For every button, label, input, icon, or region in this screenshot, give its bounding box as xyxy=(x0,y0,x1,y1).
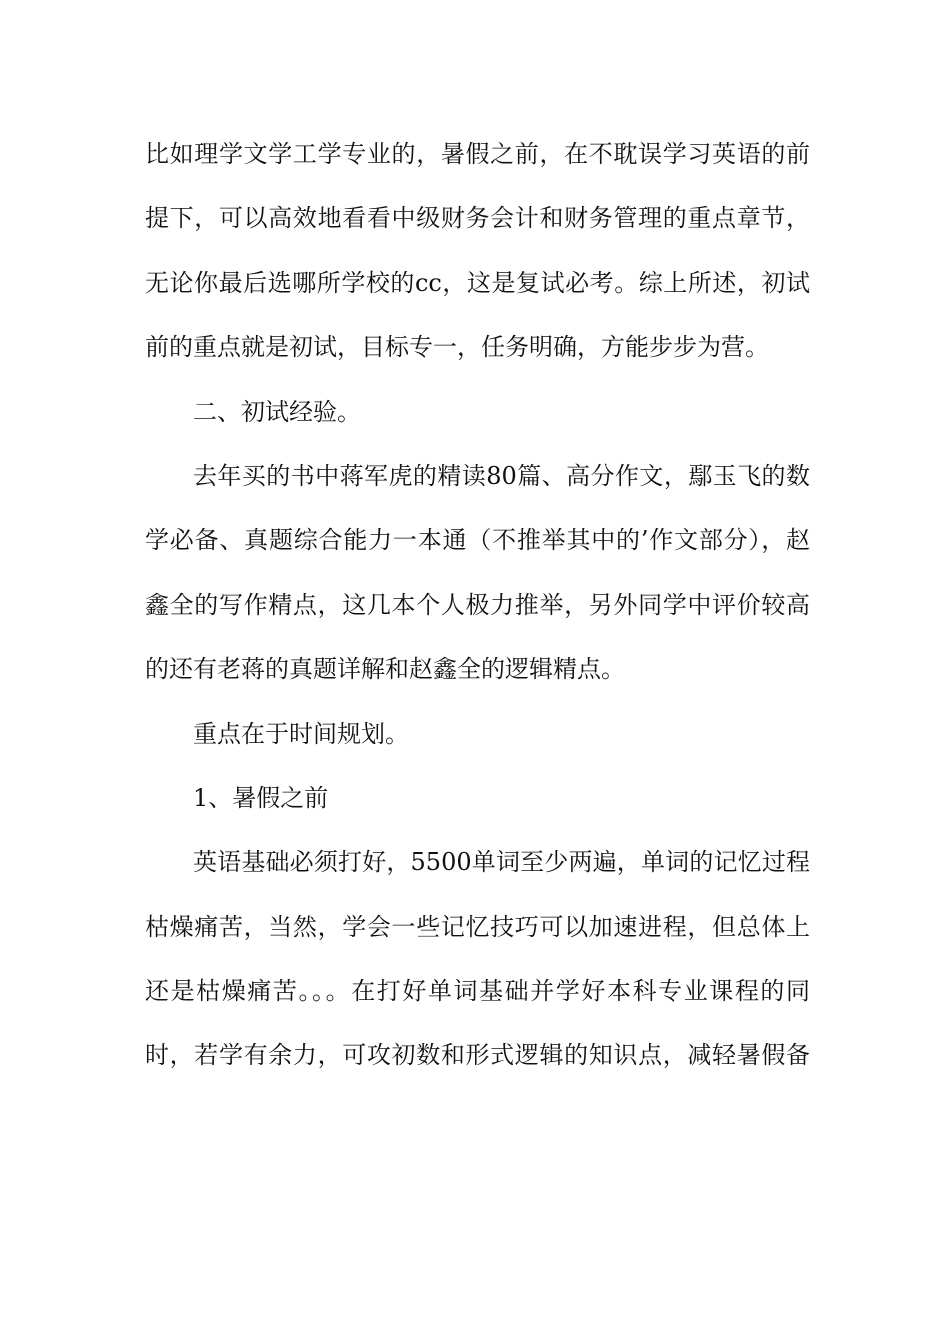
text-line: 重点在于时间规划。 xyxy=(193,719,409,748)
document-body xyxy=(145,126,810,1092)
text-line: 无论你最后选哪所学校的cc，这是复试必考。综上所述，初试 xyxy=(145,268,810,297)
section-heading: 二、初试经验。 xyxy=(193,397,361,426)
text-line: 提下，可以高效地看看中级财务会计和财务管理的重点章节， xyxy=(145,204,810,233)
text-line: 前的重点就是初试，目标专一，任务明确，方能步步为营。 xyxy=(145,333,769,362)
text-line: 枯燥痛苦，当然，学会一些记忆技巧可以加速进程，但总体上 xyxy=(145,912,810,941)
text-line: 还是枯燥痛苦。。。在打好单词基础并学好本科专业课程的同 xyxy=(145,977,810,1006)
text-line: 英语基础必须打好，5500单词至少两遍，单词的记忆过程 xyxy=(193,848,810,877)
text-line: 鑫全的写作精点，这几本个人极力推举，另外同学中评价较高 xyxy=(145,590,810,619)
text-line: 的还有老蒋的真题详解和赵鑫全的逻辑精点。 xyxy=(145,655,625,684)
text-line: 时，若学有余力，可攻初数和形式逻辑的知识点，减轻暑假备 xyxy=(145,1041,810,1070)
text-line: 比如理学文学工学专业的，暑假之前，在不耽误学习英语的前 xyxy=(145,140,810,168)
subsection-heading: 1、暑假之前 xyxy=(193,783,329,812)
text-line: 去年买的书中蒋军虎的精读80篇、高分作文，鄢玉飞的数 xyxy=(193,461,810,490)
text-line: 学必备、真题综合能力一本通（不推举其中的’作文部分），赵 xyxy=(145,526,810,555)
